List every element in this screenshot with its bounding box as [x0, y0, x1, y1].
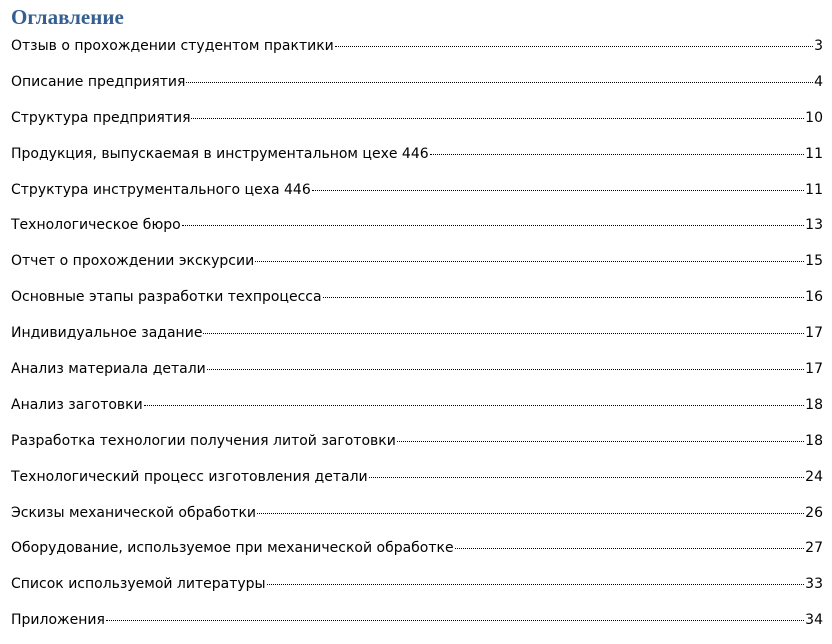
dot-leader	[430, 154, 805, 155]
toc-entry-page: 16	[805, 289, 823, 306]
toc-entry-page: 26	[805, 504, 823, 521]
toc-entry-label: Анализ заготовки	[11, 396, 143, 413]
toc-entry[interactable]	[11, 501, 823, 537]
toc-entry-label: Продукция, выпускаемая в инструментальном цехе 446	[11, 145, 429, 162]
toc-entry-label: Анализ материала детали	[11, 361, 206, 378]
toc-entry-label: Описание предприятия	[11, 73, 186, 90]
toc-entry[interactable]	[11, 178, 823, 214]
dot-leader	[257, 513, 804, 514]
toc-entry-page: 18	[805, 432, 823, 449]
dot-leader	[203, 333, 804, 334]
toc-entry-label: Технологический процесс изготовления детали	[11, 468, 368, 485]
toc-entry[interactable]	[11, 572, 823, 608]
dot-leader	[255, 261, 804, 262]
toc-entry-page: 13	[805, 217, 823, 234]
toc-entry-label: Список используемой литературы	[11, 576, 266, 593]
toc-entry[interactable]	[11, 213, 823, 249]
toc-entry-label: Технологическое бюро	[11, 217, 181, 234]
dot-leader	[335, 46, 813, 47]
toc-entry-page: 17	[805, 325, 823, 342]
toc-entry[interactable]	[11, 249, 823, 285]
toc-entry[interactable]	[11, 321, 823, 357]
toc-entry[interactable]	[11, 357, 823, 393]
toc-entry-page: 33	[805, 576, 823, 593]
toc-entry-page: 27	[805, 540, 823, 557]
toc-entry[interactable]	[11, 70, 823, 106]
toc-entry-label: Структура инструментального цеха 446	[11, 181, 311, 198]
toc-entry-label: Структура предприятия	[11, 109, 191, 126]
dot-leader	[455, 548, 805, 549]
toc-entry-page: 24	[805, 468, 823, 485]
toc-entry-page: 17	[805, 361, 823, 378]
toc-entry[interactable]	[11, 34, 823, 70]
dot-leader	[106, 620, 804, 621]
toc-entry-label: Приложения	[11, 612, 105, 629]
dot-leader	[369, 477, 805, 478]
toc-entry-page: 11	[805, 145, 823, 162]
dot-leader	[191, 118, 804, 119]
toc-entry[interactable]	[11, 465, 823, 501]
toc-entry[interactable]	[11, 536, 823, 572]
dot-leader	[182, 225, 804, 226]
toc-entry-page: 15	[805, 253, 823, 270]
dot-leader	[312, 190, 804, 191]
toc-entry-page: 34	[805, 612, 823, 629]
toc-entry-page: 10	[805, 109, 823, 126]
toc-title: Оглавление	[11, 5, 124, 29]
toc-entry-page: 3	[814, 38, 823, 54]
toc-entry-label: Основные этапы разработки техпроцесса	[11, 289, 322, 306]
toc-entry[interactable]	[11, 285, 823, 321]
toc-entry-label: Индивидуальное задание	[11, 325, 203, 342]
toc-entry-label: Отзыв о прохождении студентом практики	[11, 38, 334, 54]
toc-entry-page: 18	[805, 396, 823, 413]
toc-entry[interactable]	[11, 393, 823, 429]
toc-entry[interactable]	[11, 142, 823, 178]
toc-entry-label: Разработка технологии получения литой заготовки	[11, 432, 396, 449]
toc-entry[interactable]	[11, 106, 823, 142]
toc-entry-page: 4	[814, 73, 823, 90]
dot-leader	[323, 297, 805, 298]
dot-leader	[267, 584, 805, 585]
dot-leader	[397, 441, 804, 442]
dot-leader	[186, 82, 813, 83]
dot-leader	[144, 405, 804, 406]
toc-entry[interactable]	[11, 608, 823, 644]
toc-entry[interactable]	[11, 429, 823, 465]
toc-entry-label: Оборудование, используемое при механической обработке	[11, 540, 454, 557]
dot-leader	[207, 369, 804, 370]
toc-entry-label: Эскизы механической обработки	[11, 504, 256, 521]
toc-list	[11, 34, 823, 644]
toc-entry-page: 11	[805, 181, 823, 198]
toc-entry-label: Отчет о прохождении экскурсии	[11, 253, 255, 270]
